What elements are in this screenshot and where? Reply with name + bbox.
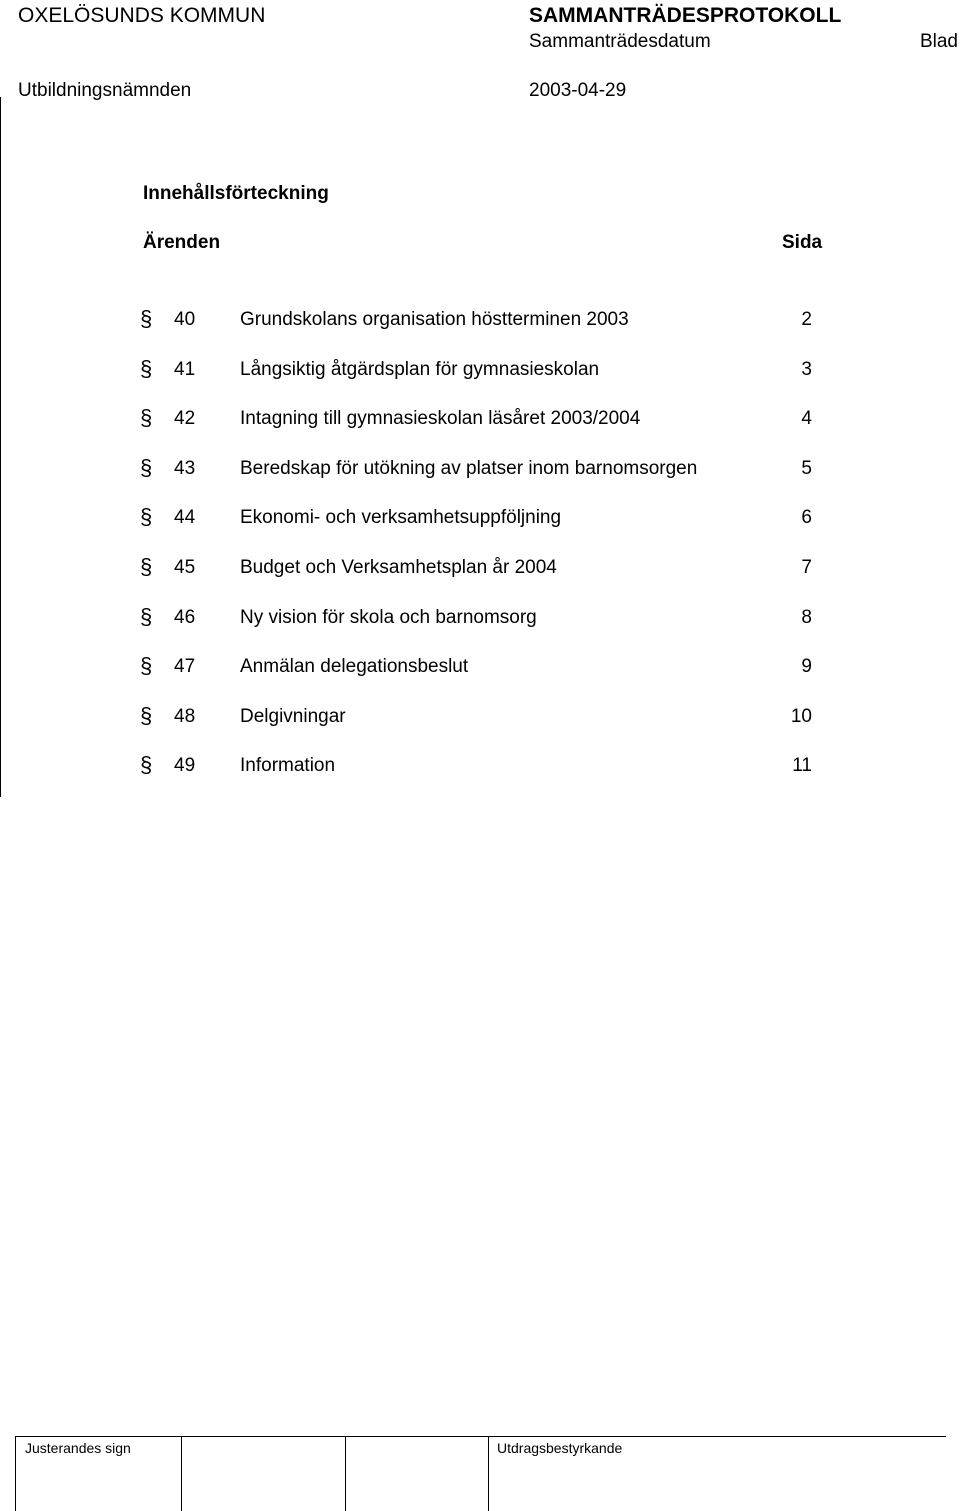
section-symbol: §: [140, 653, 153, 679]
toc-item-number: 48: [174, 705, 196, 727]
toc-list: [0, 307, 960, 803]
section-symbol: §: [140, 702, 153, 728]
section-symbol: §: [140, 603, 153, 629]
toc-item-title: Information: [240, 755, 336, 777]
toc-item-page: 7: [801, 556, 812, 578]
toc-item-title: Ekonomi- och verksamhetsuppföljning: [240, 507, 562, 529]
footer-divider: [345, 1437, 346, 1511]
toc-column-page: Sida: [782, 232, 823, 253]
toc-item-number: 46: [174, 606, 196, 628]
toc-item-page: 3: [801, 358, 812, 380]
section-symbol: §: [140, 306, 153, 331]
section-symbol: §: [140, 405, 153, 431]
toc-item-title: Intagning till gymnasieskolan läsåret 2003/2004: [240, 408, 641, 430]
footer-signature-table: [15, 1436, 946, 1511]
toc-item: [0, 654, 960, 704]
toc-item: [0, 753, 960, 803]
section-symbol: §: [140, 752, 153, 778]
toc-column-items: Ärenden: [143, 232, 221, 253]
toc-item-page: 8: [801, 606, 812, 628]
sheet-label: Blad: [919, 31, 958, 52]
meeting-date: 2003-04-29: [529, 80, 627, 101]
toc-item-number: 40: [174, 309, 196, 330]
extract-certification-label: Utdragsbestyrkande: [497, 1440, 623, 1456]
toc-item-page: 5: [801, 457, 812, 479]
toc-item-page: 6: [801, 507, 812, 529]
toc-item-title: Långsiktig åtgärdsplan för gymnasieskolan: [240, 358, 600, 380]
toc-item-title: Beredskap för utökning av platser inom barnomsorgen: [240, 457, 698, 479]
toc-item-title: Grundskolans organisation höstterminen 2003: [240, 309, 629, 330]
toc-item: [0, 605, 960, 655]
section-symbol: §: [140, 355, 153, 381]
toc-item: [0, 505, 960, 555]
footer-divider: [181, 1437, 182, 1511]
toc-heading: Innehållsförteckning: [143, 183, 329, 204]
toc-item-page: 9: [801, 656, 812, 678]
toc-item-page: 2: [801, 309, 812, 330]
section-symbol: §: [140, 454, 153, 480]
toc-item-page: 11: [792, 755, 812, 777]
document-type: SAMMANTRÄDESPROTOKOLL: [529, 4, 842, 27]
toc-item-title: Budget och Verksamhetsplan år 2004: [240, 556, 557, 578]
toc-item-page: 10: [790, 705, 812, 727]
toc-item-number: 47: [174, 656, 196, 678]
toc-item-number: 42: [174, 408, 196, 430]
footer-divider: [15, 1437, 16, 1511]
section-symbol: §: [140, 553, 153, 579]
meeting-date-label: Sammanträdesdatum: [529, 31, 711, 52]
toc-item-number: 44: [174, 507, 196, 529]
toc-item: [0, 456, 960, 506]
toc-item-page: 4: [801, 408, 812, 430]
toc-item-title: Anmälan delegationsbeslut: [240, 656, 469, 678]
toc-item-number: 43: [174, 457, 196, 479]
toc-item-number: 49: [174, 755, 196, 777]
section-symbol: §: [140, 504, 153, 530]
toc-item: [0, 406, 960, 456]
toc-item: [0, 307, 960, 357]
committee-name: Utbildningsnämnden: [18, 80, 192, 101]
toc-item: [0, 704, 960, 754]
toc-item-number: 45: [174, 556, 196, 578]
footer-divider: [488, 1437, 489, 1511]
toc-item-number: 41: [174, 358, 196, 380]
sign-label: Justerandes sign: [25, 1440, 131, 1456]
municipality-name: OXELÖSUNDS KOMMUN: [18, 4, 266, 27]
toc-item-title: Delgivningar: [240, 705, 346, 727]
toc-item: [0, 357, 960, 407]
toc-item-title: Ny vision för skola och barnomsorg: [240, 606, 537, 628]
toc-item: [0, 555, 960, 605]
